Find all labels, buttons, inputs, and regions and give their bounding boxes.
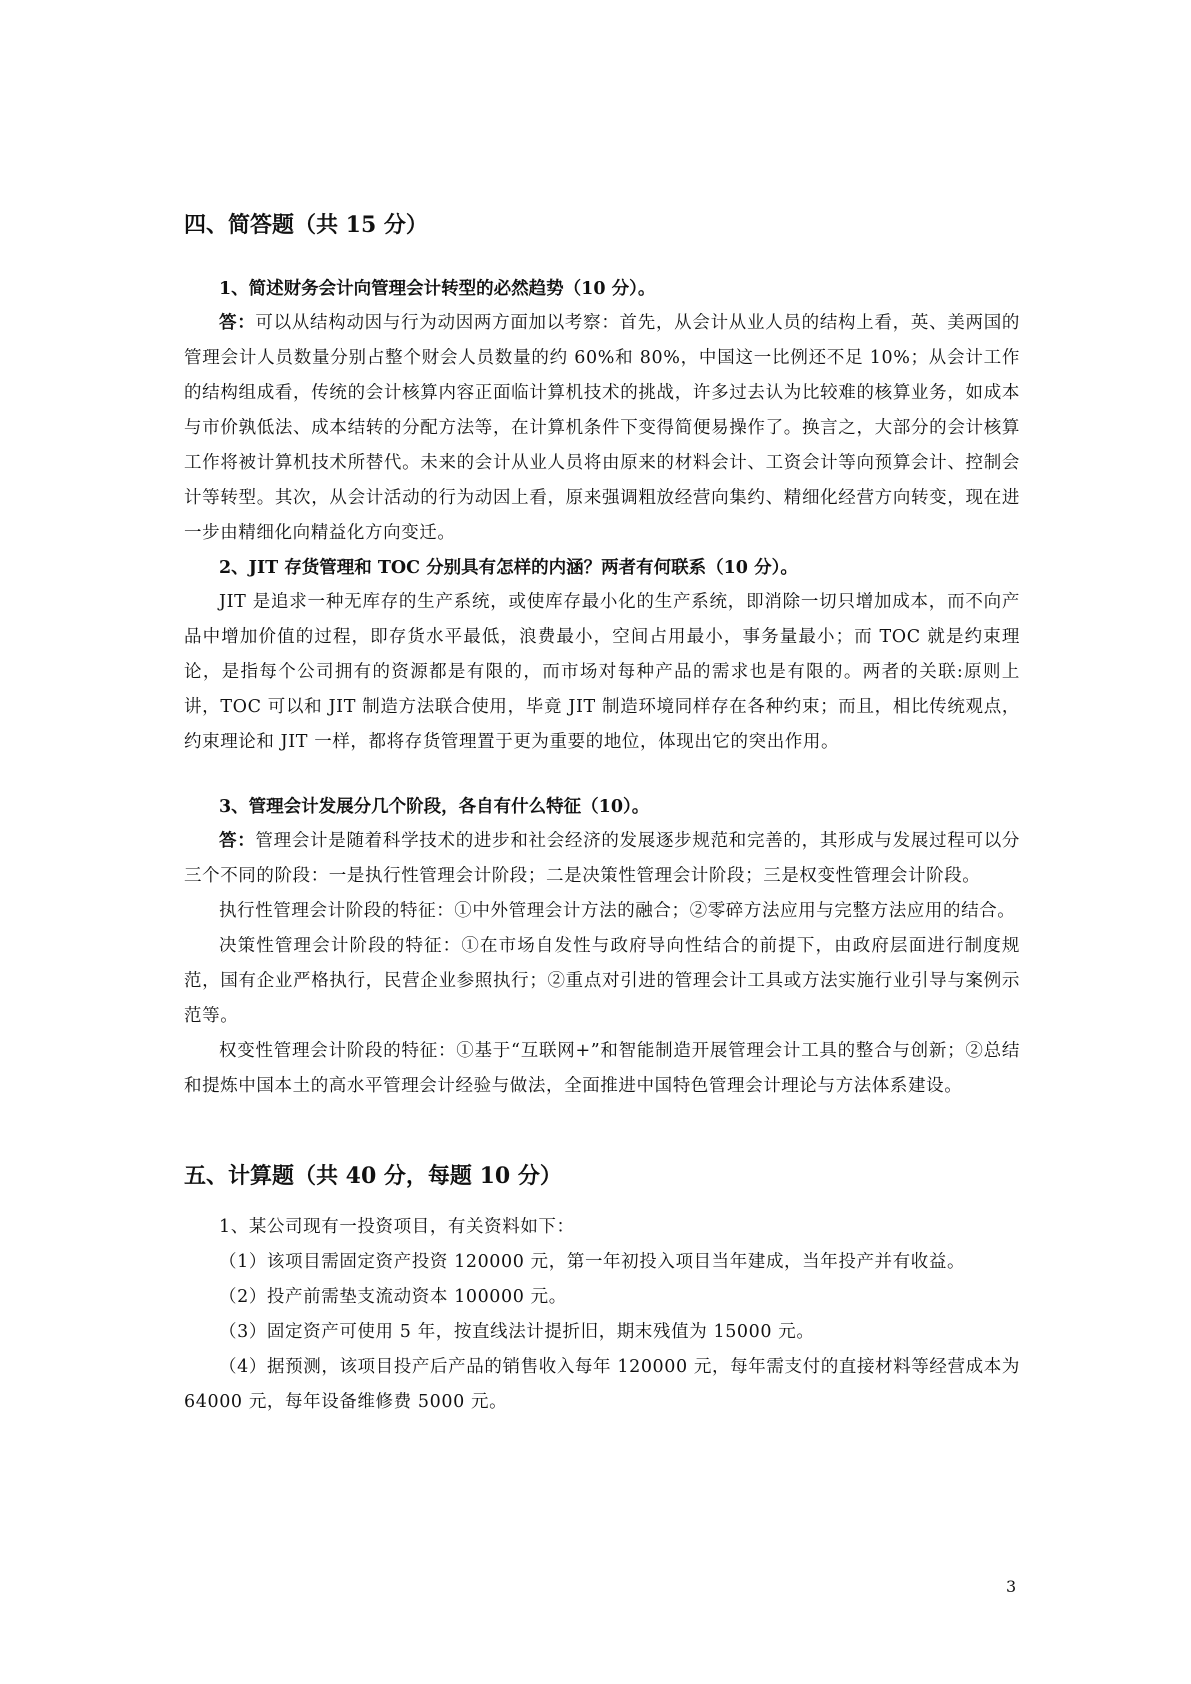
calc-item: （2）投产前需垫支流动资本 100000 元。	[219, 1287, 567, 1307]
section-5-title: 五、计算题（共 40 分，每题 10 分）	[184, 1163, 562, 1189]
calc-item: （4）据预测，该项目投产后产品的销售收入每年 120000 元，每年需支付的直接材料等经营成本为 64000 元，每年设备维修费 5000 元。	[184, 1357, 1020, 1412]
answer-text: 可以从结构动因与行为动因两方面加以考察：首先，从会计从业人员的结构上看，英、美两国的管理会计人员数量分别占整个财会人员数量的约 60%和 80%，中国这一比例还不足 10%；从会计工作的结构组成看，传统的会计核算内容正面临计算机技术的挑战，许多过去认为比较难的核算业务，如成本与市价孰低法、成本结转的分配方法等，在计算机条件下变得简便易操作了。换言之，大部分的会计核算工作将被计算机技术所替代。未来的会计从业人员将由原来的材料会计、工资会计等向预算会计、控制会计等转型。其次，从会计活动的行为动因上看，原来强调粗放经营向集约、精细化经营方向转变，现在进一步由精细化向精益化方向变迁。	[184, 313, 1020, 543]
answer-label: 答：	[219, 313, 256, 333]
calc-item: （1）该项目需固定资产投资 120000 元，第一年初投入项目当年建成，当年投产并有收益。	[219, 1252, 966, 1272]
question-1-title: 1、简述财务会计向管理会计转型的必然趋势（10 分）。	[219, 279, 656, 299]
question-2-answer: JIT 是追求一种无库存的生产系统，或使库存最小化的生产系统，即消除一切只增加成本，而不向产品中增加价值的过程，即存货水平最低，浪费最小，空间占用最小，事务量最小；而 TOC 就是约束理论，是指每个公司拥有的资源都是有限的，而市场对每种产品的需求也是有限的。两者的关联:原则上讲，TOC 可以和 JIT 制造方法联合使用，毕竟 JIT 制造环境同样存在各种约束；而且，相比传统观点，约束理论和 JIT 一样，都将存货管理置于更为重要的地位，体现出它的突出作用。	[184, 592, 1020, 752]
question-1-answer	[184, 306, 1020, 551]
section-4-title: 四、简答题（共 15 分）	[184, 212, 428, 238]
question-3-paragraph-2: 执行性管理会计阶段的特征：①中外管理会计方法的融合；②零碎方法应用与完整方法应用的结合。	[219, 901, 1016, 921]
page-number: 3	[1006, 1577, 1017, 1596]
page-content	[184, 205, 1020, 1420]
spacer	[184, 760, 1020, 790]
calc-item: （3）固定资产可使用 5 年，按直线法计提折旧，期末残值为 15000 元。	[219, 1322, 815, 1342]
answer-text: 管理会计是随着科学技术的进步和社会经济的发展逐步规范和完善的，其形成与发展过程可以分三个不同的阶段：一是执行性管理会计阶段；二是决策性管理会计阶段；三是权变性管理会计阶段。	[184, 831, 1020, 886]
question-3-answer	[184, 824, 1020, 894]
question-3-title: 3、管理会计发展分几个阶段，各自有什么特征（10）。	[219, 797, 650, 817]
answer-label: 答：	[219, 831, 256, 851]
question-3-paragraph-4: 权变性管理会计阶段的特征：①基于“互联网+”和智能制造开展管理会计工具的整合与创新；②总结和提炼中国本土的高水平管理会计经验与做法，全面推进中国特色管理会计理论与方法体系建设。	[184, 1041, 1020, 1096]
question-2-title: 2、JIT 存货管理和 TOC 分别具有怎样的内涵？两者有何联系（10 分）。	[219, 558, 798, 578]
question-3-paragraph-3: 决策性管理会计阶段的特征：①在市场自发性与政府导向性结合的前提下，由政府层面进行制度规范，国有企业严格执行，民营企业参照执行；②重点对引进的管理会计工具或方法实施行业引导与案例示范等。	[184, 936, 1020, 1026]
calc-question-1-intro: 1、某公司现有一投资项目，有关资料如下：	[219, 1217, 575, 1237]
spacer	[184, 1104, 1020, 1156]
spacer	[184, 1196, 1020, 1210]
spacer	[184, 245, 1020, 272]
